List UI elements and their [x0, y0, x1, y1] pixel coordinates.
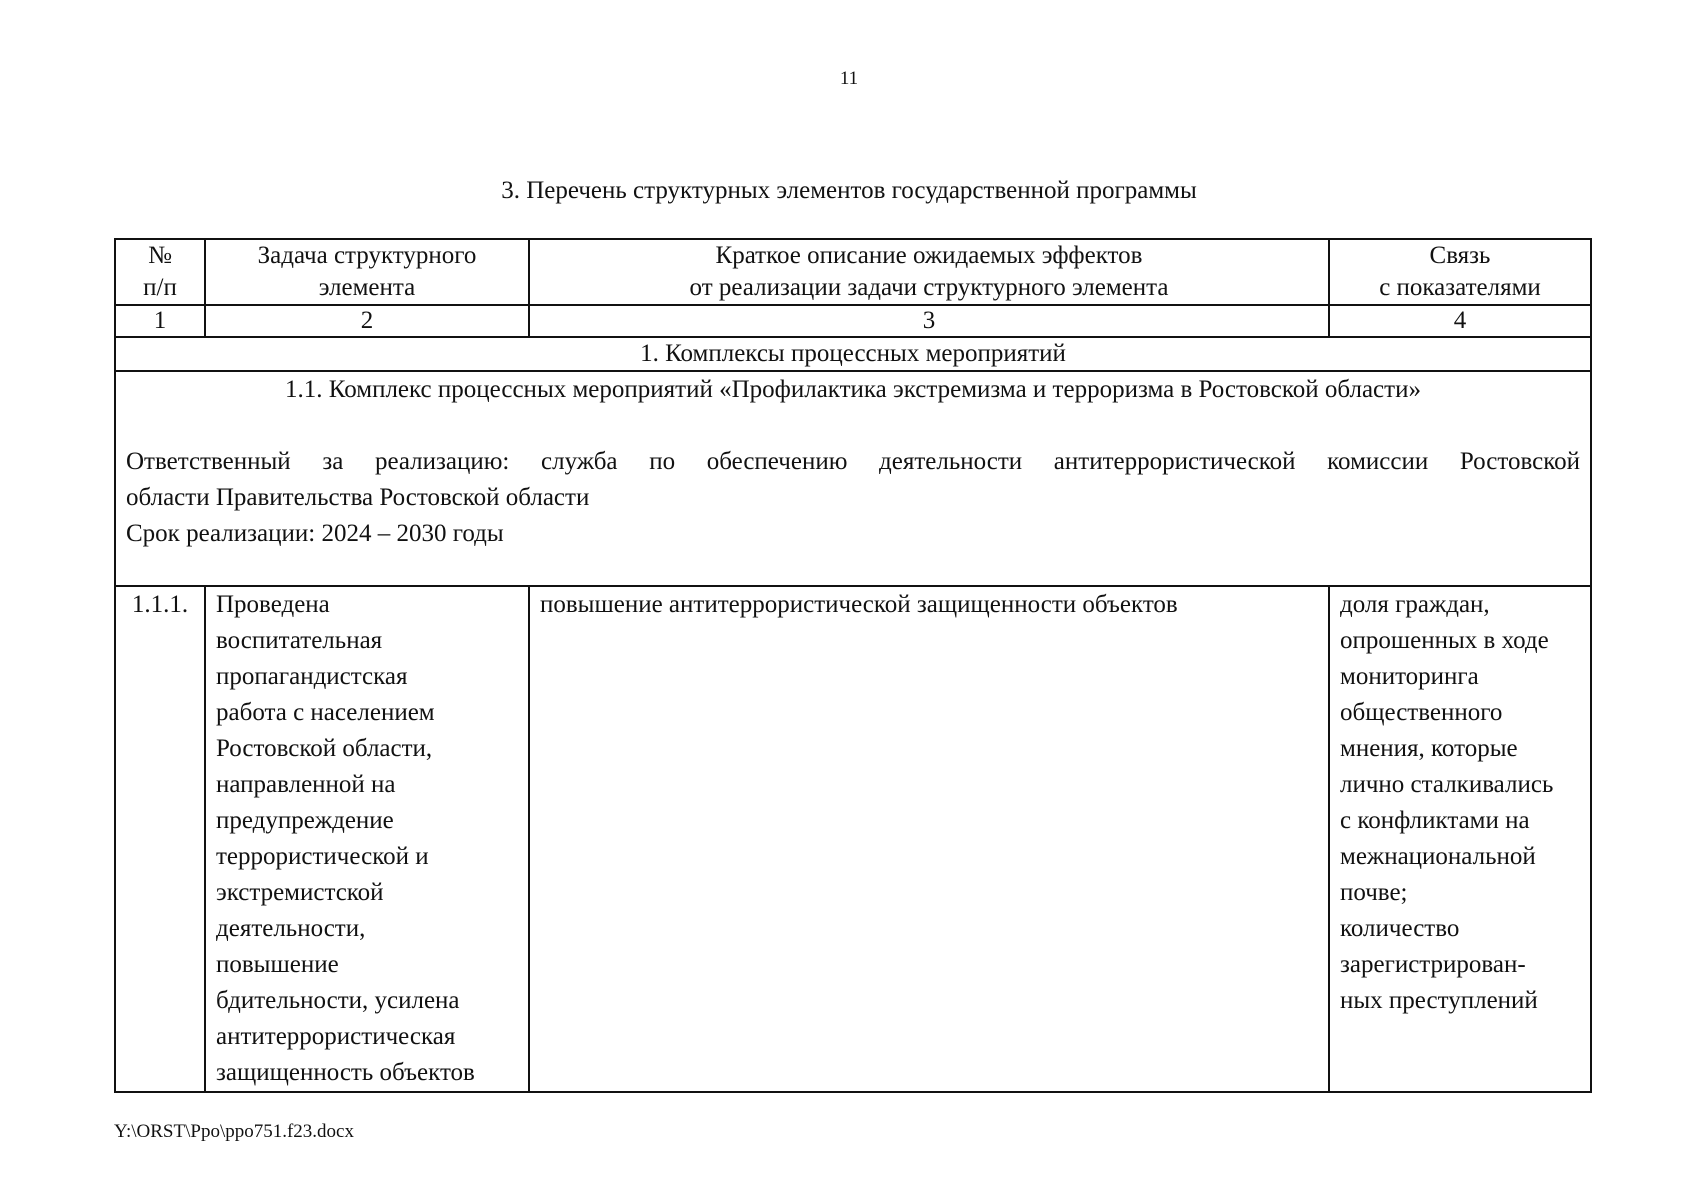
header-cell-number: № п/п	[115, 239, 205, 305]
page-number: 11	[839, 68, 859, 89]
complex-cell	[115, 371, 1591, 586]
structural-elements-table	[114, 238, 1592, 1093]
section-heading: 1. Комплексы процессных мероприятий	[115, 337, 1591, 371]
section-title: 3. Перечень структурных элементов государственной программы	[501, 177, 1197, 204]
table-row	[115, 586, 1591, 1092]
complex-title: 1.1. Комплекс процессных мероприятий «Профилактика экстремизма и терроризма в Ростовской области»	[285, 376, 1421, 403]
column-number: 2	[205, 305, 529, 337]
header-cell-effects: Краткое описание ожидаемых эффектов от реализации задачи структурного элемента	[529, 239, 1329, 305]
file-path-footer: Y:\ORST\Ppo\ppo751.f23.docx	[114, 1121, 354, 1142]
column-number: 4	[1329, 305, 1591, 337]
complex-row	[115, 371, 1591, 586]
table-header-row	[115, 239, 1591, 305]
task-cell: Проведена воспитательная пропагандистская работа с населением Ростовской области, направленной на предупреждение террористической и экстремистской деятельности, повышение бдительности, усилена антитеррористическая защищенность объектов	[205, 586, 529, 1092]
term-line: Срок реализации: 2024 – 2030 годы	[126, 520, 504, 547]
header-cell-indicators: Связь с показателями	[1329, 239, 1591, 305]
column-numbers-row	[115, 305, 1591, 337]
header-cell-task: Задача структурного элемента	[205, 239, 529, 305]
indicator-cell: доля граждан, опрошенных в ходе мониторинга общественного мнения, которые лично сталкивались с конфликтами на межнациональной почве; количество зарегистрирован- ных преступлений	[1329, 586, 1591, 1092]
section-row	[115, 337, 1591, 371]
row-number: 1.1.1.	[115, 586, 205, 1092]
responsible-line: Ответственный за реализацию: служба по обеспечению деятельности антитеррористической комиссии Ростовской	[126, 448, 1580, 475]
column-number: 1	[115, 305, 205, 337]
responsible-line: области Правительства Ростовской области	[126, 484, 590, 511]
effect-cell: повышение антитеррористической защищенности объектов	[529, 586, 1329, 1092]
column-number: 3	[529, 305, 1329, 337]
